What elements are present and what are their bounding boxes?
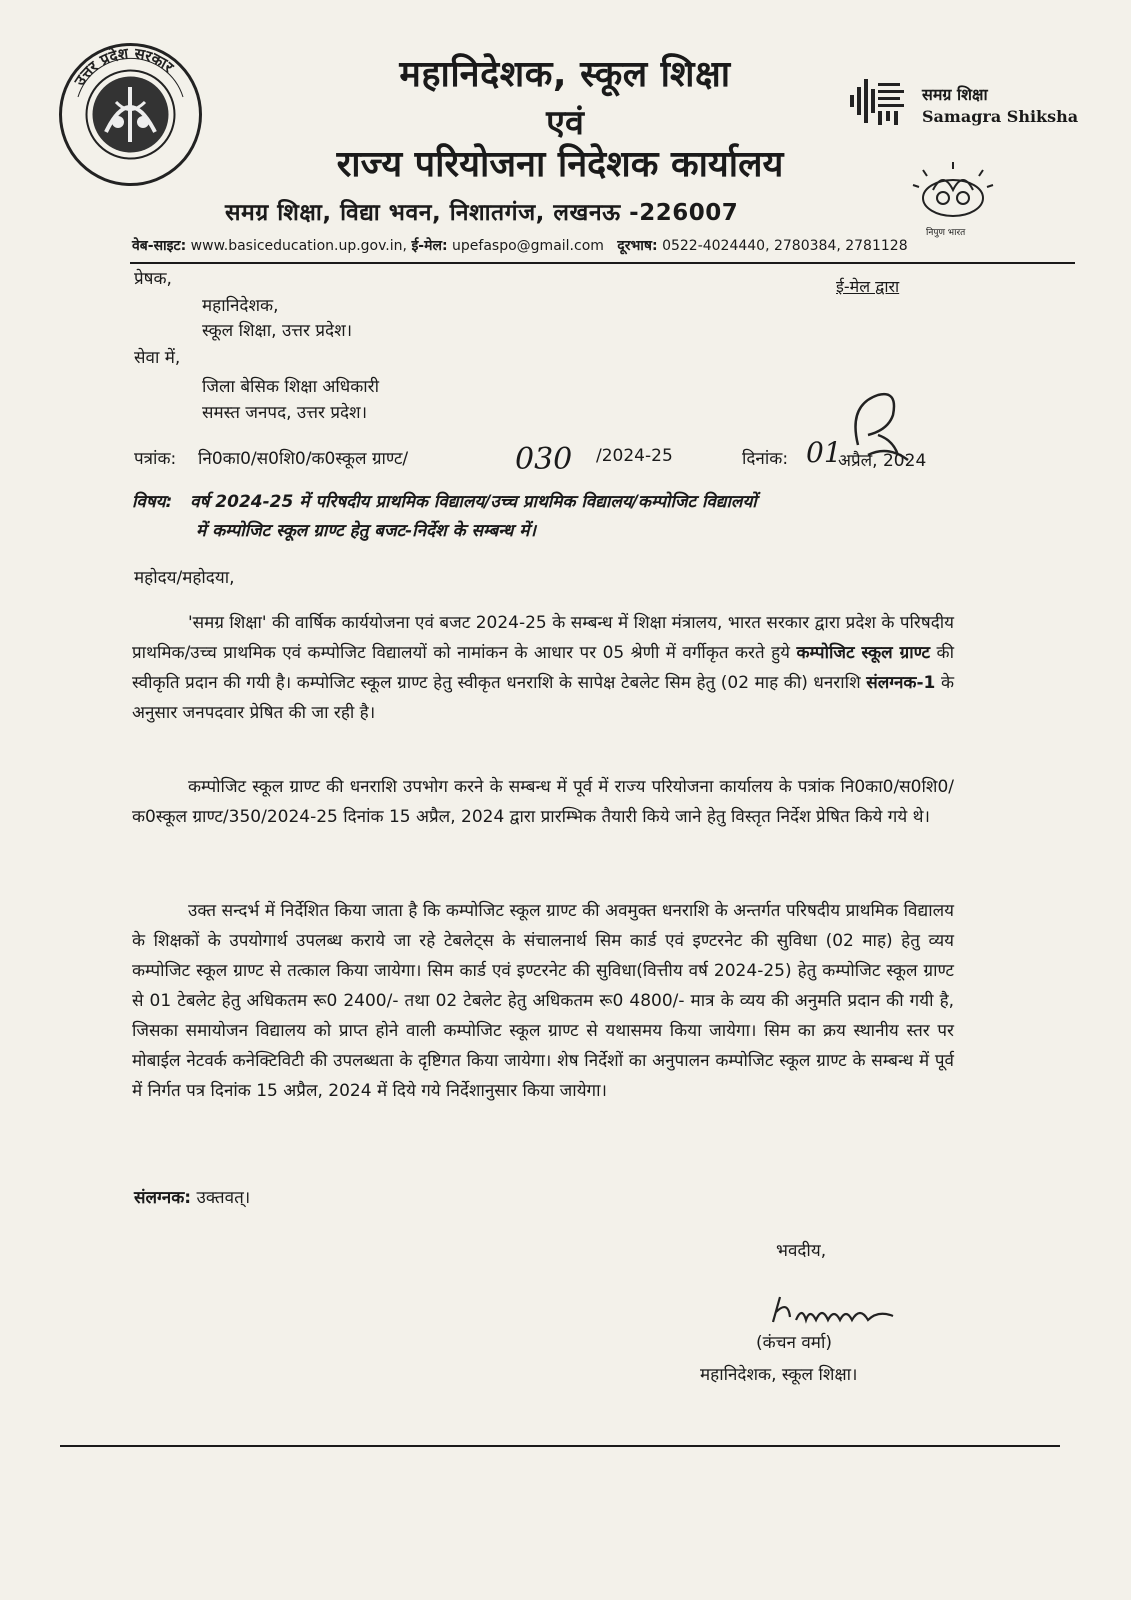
subject-line2: में कम्पोजिट स्कूल ग्राण्ट हेतु बजट-निर्देश के सम्बन्ध में। — [196, 521, 536, 541]
office-title-line1: महानिदेशक, स्कूल शिक्षा — [399, 54, 731, 95]
subject-label: विषय: — [132, 492, 173, 512]
office-title-line3: राज्य परियोजना निदेशक कार्यालय — [336, 144, 784, 185]
phone-numbers: 0522-4024440, 2780384, 2781128 — [662, 238, 908, 254]
sender-label: प्रेषक, — [134, 269, 172, 289]
annexure-reference: संलग्नक-1 — [866, 673, 936, 693]
subject-line1: वर्ष 2024-25 में परिषदीय प्राथमिक विद्यालय/उच्च प्राथमिक विद्यालय/कम्पोजिट विद्यालयों — [190, 492, 757, 512]
up-government-seal — [58, 42, 203, 187]
sender-line2: स्कूल शिक्षा, उत्तर प्रदेश। — [202, 321, 353, 341]
subject-block — [132, 488, 972, 546]
reference-number-handwritten: 030 — [515, 442, 573, 477]
salutation: महोदय/महोदया, — [134, 568, 235, 588]
paragraph-2 — [132, 772, 954, 832]
paragraph-1 — [132, 608, 954, 728]
svg-text:उत्तर प्रदेश सरकार: उत्तर प्रदेश सरकार — [70, 44, 178, 89]
samagra-shiksha-logo-icon — [848, 75, 908, 127]
date-label: दिनांक: — [742, 449, 789, 469]
paragraph-3-text: उक्त सन्दर्भ में निर्देशित किया जाता है कि कम्पोजिट स्कूल ग्राण्ट की अवमुक्त धनराशि के अन्तर्गत परिषदीय प्राथमिक विद्यालय के शिक्षकों के उपयोगार्थ उपलब्ध कराये जा रहे टेबलेट्स के संचालनार्थ सिम कार्ड एवं इण्टरनेट की सुविधा (02 माह) हेतु व्यय कम्पोजिट स्कूल ग्राण्ट से तत्काल किया जायेगा। सिम कार्ड एवं इण्टरनेट की सुविधा(वित्तीय वर्ष 2024-25) हेतु कम्पोजिट स्कूल ग्राण्ट से 01 टेबलेट हेतु अधिकतम रू0 2400/- तथा 02 टेबलेट हेतु अधिकतम रू0 4800/- मात्र के व्यय की अनुमति प्रदान की गयी है, जिसका समायोजन विद्यालय को प्राप्त होने वाली कम्पोजिट स्कूल ग्राण्ट से यथासमय किया जायेगा। सिम का क्रय स्थानीय स्तर पर मोबाईल नेटवर्क कनेक्टिविटी की उपलब्धता के दृष्टिगत किया जायेगा। शेष निर्देशों का अनुपालन कम्पोजिट स्कूल ग्राण्ट के सम्बन्ध में पूर्व में निर्गत पत्र दिनांक 15 अप्रैल, 2024 में दिये गये निर्देशानुसार किया जायेगा। — [132, 901, 954, 1101]
nipun-bharat-label: निपुण भारत — [926, 228, 966, 238]
phone-label: दूरभाष: — [617, 238, 658, 254]
enclosure-value: उक्तवत्। — [196, 1188, 251, 1208]
paragraph-2-text: कम्पोजिट स्कूल ग्राण्ट की धनराशि उपभोग करने के सम्बन्ध में पूर्व में राज्य परियोजना कार्यालय के पत्रांक नि0का0/स0शि0/क0स्कूल ग्राण्ट/350/2024-25 दिनांक 15 अप्रैल, 2024 द्वारा प्रारम्भिक तैयारी किये जाने हेतु विस्तृत निर्देश प्रेषित किये गये थे। — [132, 777, 954, 827]
signatory-name: (कंचन वर्मा) — [756, 1333, 832, 1353]
reference-suffix: /2024-25 — [596, 446, 673, 466]
samagra-english-label: Samagra Shiksha — [922, 107, 1079, 126]
signature-image — [768, 1292, 908, 1332]
nipun-bharat-logo-icon — [908, 160, 998, 222]
paragraph-1-text-c: के अनुसार जनपदवार प्रेषित की जा रही है। — [132, 673, 955, 723]
website-link[interactable]: www.basiceducation.up.gov.in, — [190, 238, 407, 254]
enclosure-line — [134, 1185, 250, 1208]
paragraph-1-text-b: की स्वीकृति प्रदान की गयी है। कम्पोजिट स्कूल ग्राण्ट हेतु स्वीकृत धनराशि के सापेक्ष टेबलेट सिम हेतु (02 माह की) धनराशि — [132, 643, 955, 693]
recipient-line1: जिला बेसिक शिक्षा अधिकारी — [202, 377, 380, 397]
samagra-hindi-label: समग्र शिक्षा — [922, 85, 988, 104]
email-label: ई-मेल: — [411, 238, 448, 254]
recipient-line2: समस्त जनपद, उत्तर प्रदेश। — [202, 403, 368, 423]
via-email-note: ई-मेल द्वारा — [836, 277, 900, 296]
closing-salutation: भवदीय, — [776, 1241, 827, 1261]
paragraph-1-text-a: 'समग्र शिक्षा' की वार्षिक कार्ययोजना एवं बजट 2024-25 के सम्बन्ध में शिक्षा मंत्रालय, भारत सरकार द्वारा प्रदेश के परिषदीय प्राथमिक/उच्च प्राथमिक एवं कम्पोजिट विद्यालयों को नामांकन के आधार पर 05 श्रेणी में वर्गीकृत करते हुये — [132, 613, 954, 663]
reference-label: पत्रांक: — [134, 449, 177, 469]
enclosure-label: संलग्नक: — [134, 1188, 192, 1208]
date-day-handwritten: 01 — [806, 436, 842, 469]
contact-line — [132, 236, 908, 255]
office-address: समग्र शिक्षा, विद्या भवन, निशातगंज, लखनऊ -226007 — [225, 200, 739, 226]
header-divider — [130, 262, 1075, 264]
paragraph-1-emphasis: कम्पोजिट स्कूल ग्राण्ट — [796, 643, 931, 663]
date-month-year: अप्रैल, 2024 — [838, 451, 927, 471]
office-title-line2: एवं — [546, 103, 584, 143]
paragraph-3 — [132, 896, 954, 1106]
signatory-title: महानिदेशक, स्कूल शिक्षा। — [700, 1365, 858, 1385]
sender-line1: महानिदेशक, — [202, 296, 279, 316]
reference-prefix: नि0का0/स0शि0/क0स्कूल ग्राण्ट/ — [198, 449, 409, 469]
website-label: वेब-साइट: — [132, 238, 187, 254]
email-link[interactable]: upefaspo@gmail.com — [452, 238, 604, 254]
recipient-label: सेवा में, — [134, 348, 181, 368]
footer-divider — [60, 1445, 1060, 1447]
